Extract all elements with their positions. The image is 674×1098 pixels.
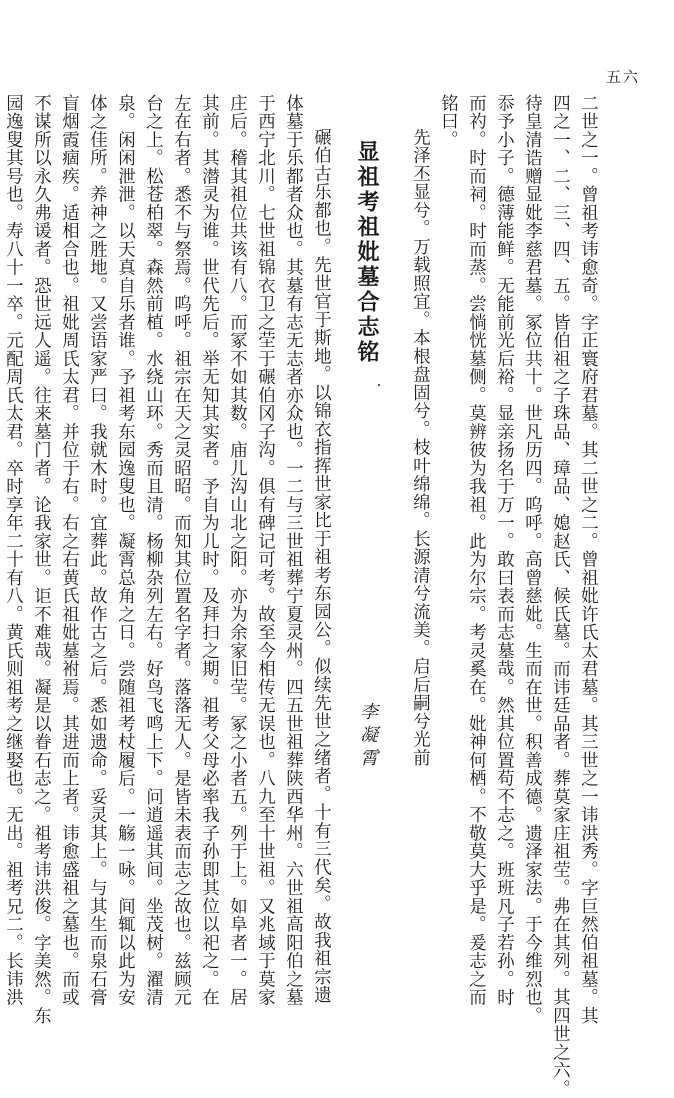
text-column: 铭曰。	[437, 94, 458, 149]
text-column: 不谋所以永久弗谖者。恐世远人遥。往来墓门者。论我家世。讵不难哉。凝是以眷石志之。祖考讳洪俊。字美然。东	[30, 94, 51, 1025]
text-column: 庄后。稽其祖位共该有八。而冢不如其数。庙儿沟山北之阳。亦为余家旧茔。冢之小者五。列于上。如阜者一。居	[226, 94, 247, 1007]
text-column: 而礿。时而祠。时而蒸。尝惝恍墓侧。莫辨彼为我祖。此为尔宗。考灵奚在。妣神何栖。不敬莫大乎是。爰志之而	[465, 94, 486, 1007]
text-column: 泉。闲闲泄泄。以天真自乐者谁。予祖考东园逸叟也。凝霄总角之日。尝随祖考杖履后。一觞一咏。间辄以此为安	[114, 94, 135, 1007]
author-name: 李凝霄	[357, 702, 378, 771]
text-column: 四之一、二、三、四、五。皆伯祖之子珠品、璋品、媳赵氏、候氏墓。而讳廷品者。葬莫家庄祖茔。弗在其列。其四世之六。	[549, 94, 570, 1098]
separator-dot	[378, 384, 380, 386]
text-column: 左在右者。悉不与祭焉。呜呼。祖宗在天之灵昭昭。而知其位置名字者。落落无人。是皆未表而志之故也。兹顾元	[170, 94, 191, 1007]
page-number: 五六	[606, 68, 641, 86]
text-column: 盲烟霞痼疾。适相合也。祖妣周氏太君。并位于右。右之右黄氏祖妣墓袝焉。其进而上者。讳愈盛祖之墓也。而或	[58, 94, 79, 1007]
text-column: 台之上。松苍柏翠。森然前植。水绕山环。秀而且清。杨柳杂列左右。好鸟飞鸣上下。问逍遥其间。坐茂树。濯清	[142, 94, 163, 1007]
page-title: 显祖考祖妣墓合志铭	[354, 140, 380, 365]
inscription-column: 先泽丕显兮。万载照宜。本根盘固兮。枝叶绵绵。长源清兮流美。启后嗣兮光前	[409, 128, 430, 767]
text-column: 碾伯古乐都也。先世官于斯地。以锦衣指挥世家比于祖考东园公。似续先世之绪者。十有三代矣。故我祖宗遗	[310, 128, 331, 1004]
text-column: 体墓于乐都者众也。其墓有志无志者亦众也。一二与三世祖葬宁夏灵州。四五世祖葬陕西华州。六世祖高阳伯之墓	[282, 94, 303, 1007]
text-column: 待皇清诰赠显妣李慈君墓。冢位共十。世凡历四。呜呼。高曾慈妣。生而在世。积善成德。遗泽家法。于今维烈也。	[521, 94, 542, 1025]
text-column: 二世之一。曾祖考讳愈奇。字正寰府君墓。其二世之二。曾祖妣许氏太君墓。其三世之一讳洪秀。字巨然伯祖墓。其	[577, 94, 598, 1025]
text-column: 于西宁北川。七世祖锦衣卫之茔于碾伯冈子沟。俱有碑记可考。故至今相传无误也。八九至十世祖。又兆域于莫家	[254, 94, 275, 1007]
text-column: 体之佳所。养神之胜地。又尝语家严曰。我就木时。宜葬此。故作古之后。悉如遗命。妥灵其上。与其生而泉石膏	[86, 94, 107, 1007]
text-column: 园逸叟其号也。寿八十一卒。元配周氏太君。卒时享年二十有八。黄氏则祖考之继娶也。无出。祖考兄二。长讳洪	[2, 94, 23, 1007]
text-column: 忝予小子。德薄能鲜。无能前光后裕。显亲扬名于万一。敢曰表而志墓哉。然其位置苟不志之。班班凡子若孙。时	[493, 94, 514, 1007]
text-column: 其前。其潜灵为谁。世代先后。举无知其实者。予自为儿时。及拜扫之期。祖考父母必率我子孙即其位以祀之。在	[198, 94, 219, 1007]
